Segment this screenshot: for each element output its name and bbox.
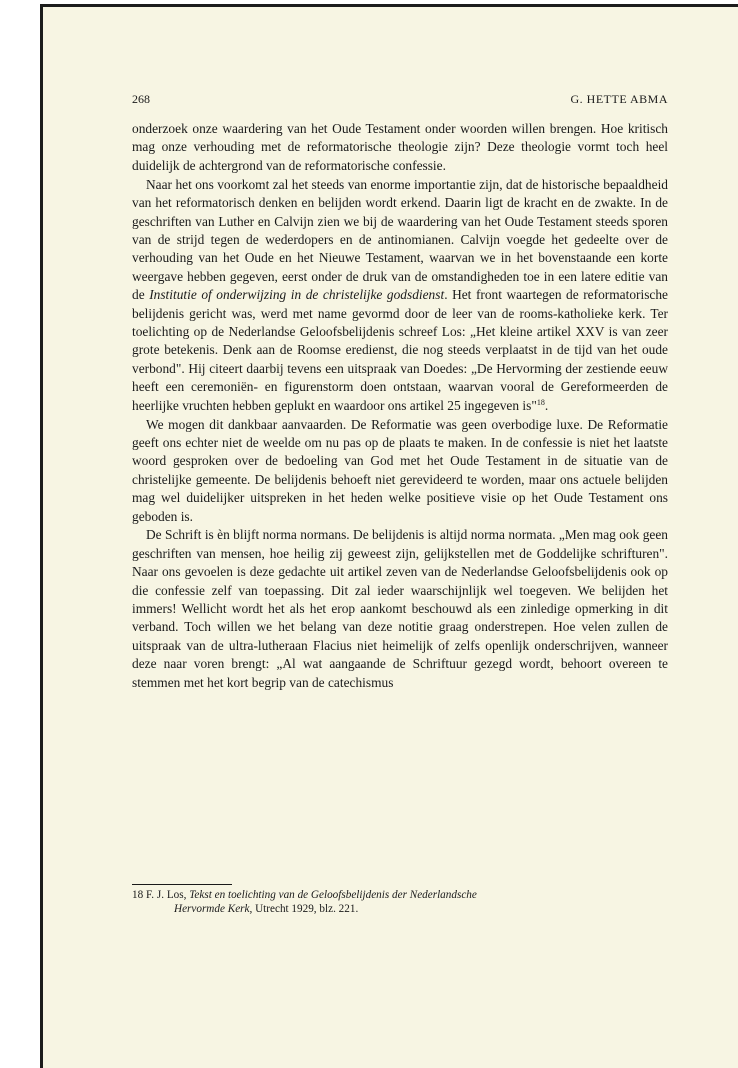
paragraph-1: onderzoek onze waardering van het Oude Testament onder woorden willen brengen. Hoe kritisch mag onze verhouding met de reformatorische theologie zijn? Deze theologie vormt toch heel duidelijk de achtergrond van de reformatorische confessie. (132, 121, 668, 173)
footnote-title-line-1: Tekst en toelichting van de Geloofsbelijdenis der Nederlandsche (189, 889, 477, 901)
footnote (132, 888, 668, 917)
footnote-number: 18 (132, 889, 144, 901)
paragraph-2-end: . (544, 397, 549, 413)
footnote-details: Utrecht 1929, blz. 221. (255, 903, 359, 916)
paragraph-2-text-b: . Het front waartegen de reformatorische belijdenis gericht was, werd met name gevormd door de leer van de rooms-katholieke kerk. Ter toelichting op de Nederlandse Geloofsbelijdenis schreef Los: „Het kleine artikel XXV is van zeer grote betekenis. Denk aan de Roomse eredienst, die nog steeds verplaatst in de tijd van het oude verbond". Hij citeert daarbij tevens een uitspraak van Doedes: „De Hervorming der zestiende eeuw heeft een ceremoniën- en figurenstorm doen ontstaan, waarvan vooral de Gereformeerden de heerlijke vruchten hebben geplukt en waardoor ons artikel 25 ingegeven is" (132, 287, 668, 413)
paragraph-3: We mogen dit dankbaar aanvaarden. De Reformatie was geen overbodige luxe. De Reformatie geeft ons echter niet de weelde om nu pas op de plaats te maken. In de confessie is niet het laatste woord gesproken over de bedoeling van God met het Oude Testament in de situatie van de christelijke gemeente. De belijdenis behoeft niet gerevideerd te worden, maar ons actuele belijden mag wel duidelijker uitspreken in het heden welke positieve visie op het Oude Testament ons geboden is. (132, 416, 668, 524)
footnote-line-1 (132, 888, 668, 902)
footnote-line-2 (132, 902, 668, 916)
running-head-author: G. HETTE ABMA (570, 92, 668, 106)
page-number: 268 (132, 92, 150, 106)
footnote-title-line-2: Hervormde Kerk, (174, 903, 253, 916)
body-text (132, 120, 668, 692)
paragraph-4: De Schrift is èn blijft norma normans. De belijdenis is altijd norma normata. „Men mag ook geen geschriften van mensen, hoe heilig zij geweest zijn, gelijkstellen met de Goddelijke schrifturen". Naar ons gevoelen is deze gedachte uit artikel zeven van de Nederlandse Geloofsbelijdenis ook op die confessie zelf van toepassing. Dit zal ieder waarschijnlijk wel toegeven. We belijden het immers! Wellicht wordt het als het erop aankomt beschouwd als een zinledige opmerking in dit verband. Toch willen we het belang van deze notitie graag onderstrepen. Hoe velen zullen de uitspraak van de ultra-lutheraan Flacius niet heimelijk of zelfs openlijk onderschrijven, wanneer deze naar voren brengt: „Al wat aangaande de Schriftuur gezegd wordt, behoort overeen te stemmen met het kort begrip van de catechismus (132, 527, 668, 690)
footnote-author: F. J. Los, (145, 889, 187, 901)
book-title-institutie: Institutie of onderwijzing in de christelijke godsdienst (149, 287, 445, 303)
footnote-reference[interactable]: 18 (536, 397, 545, 407)
paragraph-2 (132, 176, 668, 415)
footnote-divider (132, 884, 232, 885)
paragraph-2-text-a: Naar het ons voorkomt zal het steeds van enorme importantie zijn, dat de historische bepaaldheid van het reformatorisch denken en belijden wordt erkend. Daarin ligt de kracht en de zwakte. In de geschriften van Luther en Calvijn zien we bij de waardering van het Oude Testament steeds sporen van de strijd tegen de wederdopers en de antinomianen. Calvijn voegde het gedeelte over de verhouding van het Oude en het Nieuwe Testament, waarvan we in het bovenstaande een korte weergave hebben gegeven, eerst onder de druk van de omstandigheden toe in een latere editie van de (132, 176, 668, 303)
running-head (132, 92, 668, 107)
